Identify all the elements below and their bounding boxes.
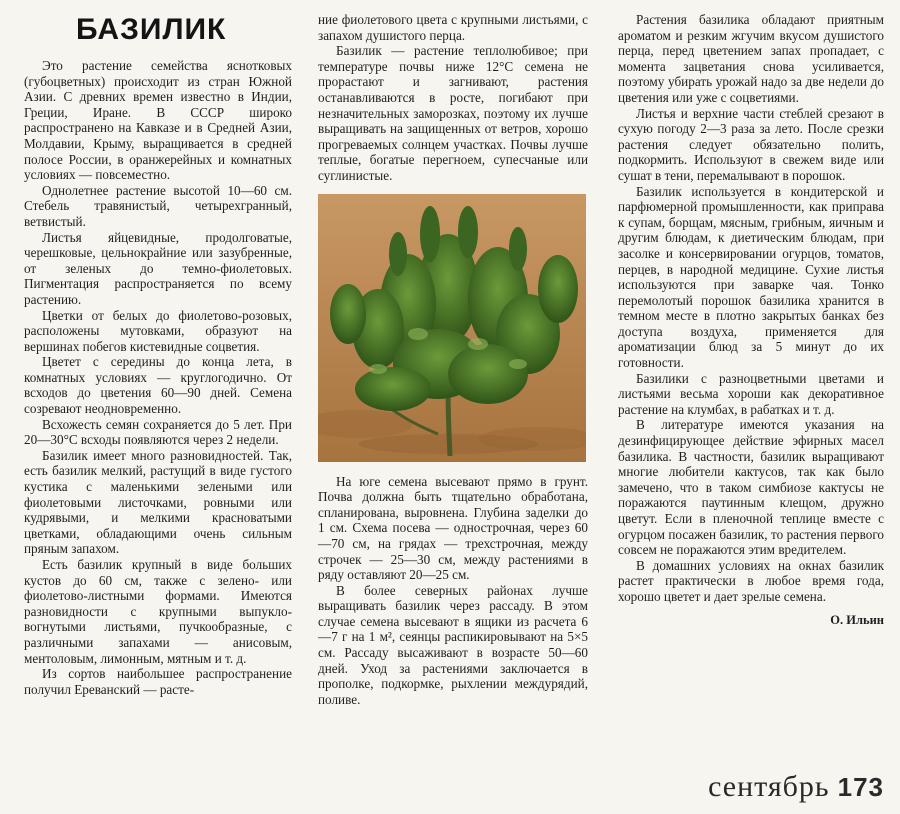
paragraph: Листья и верхние части стеблей срезают в сухую погоду 2—3 раза за лето. После срезки растения следует обязательно полить, подкормить. Используют в свежем виде или сушат в тени, перемалывают в порошок. bbox=[618, 105, 884, 183]
paragraph: Листья яйцевидные, продолговатые, черешковые, цельнокрайние или зазубренные, от зеленых до темно-фиолетовых. Пигментация распространяется по всему растению. bbox=[24, 229, 292, 307]
paragraph: Есть базилик крупный в виде больших кустов до 60 см, также с зелено- или фиолетово-листными формами. Имеются разновидности с крупными выпукло-вогнутыми листьями, пучкообразные, с различными запахами — анисовым, ментоловым, лимонным, мятным и т. д. bbox=[24, 557, 292, 666]
page-number: 173 bbox=[837, 772, 884, 802]
paragraph: Базилик имеет много разновидностей. Так, есть базилик мелкий, растущий в виде густого кустика с маленькими зелеными или фиолетовыми листочками, ровными или кудрявыми, и мелкими красноватыми цветками, обладающими очень сильным пряным запахом. bbox=[24, 447, 292, 557]
paragraph: В домашних условиях на окнах базилик растет практически в любое время года, хорошо цветет и дает зрелые семена. bbox=[618, 557, 884, 604]
column-right bbox=[618, 12, 884, 628]
paragraph: В литературе имеются указания на дезинфицирующее действие эфирных масел базилика. В частности, базилик выращивают многие любители кактусов, так как было замечено, что в таком симбиозе кактусы не поражаются паутинным клещом, дружно цветут. Если в пленочной теплице вместе с огурцом посажен базилик, то растения первого совсем не поражаются этим вредителем. bbox=[618, 417, 884, 558]
paragraph: Растения базилика обладают приятным ароматом и резким жгучим вкусом душистого перца, перед цветением запах пропадает, с момента зацветания снова усиливается, поэтому убирать урожай надо за две недели до цветения или уже с соцветиями. bbox=[618, 12, 884, 105]
paragraph: ние фиолетового цвета с крупными листьями, с запахом душистого перца. bbox=[318, 12, 588, 43]
basil-plant-photo bbox=[318, 194, 586, 462]
paragraph: Это растение семейства яснотковых (губоцветных) происходит из стран Южной Азии. С древних времен известно в Индии, Греции, Иране. В СССР широко распространено на Кавказе и в Средней Азии, Молдавии, Крыму, выращивается в средней полосе России, в оранжерейных и комнатных условиях — повсеместно. bbox=[24, 58, 292, 183]
column-middle bbox=[318, 12, 588, 707]
paragraph: Из сортов наибольшее распространение получил Ереванский — расте- bbox=[24, 666, 292, 697]
footer-month: сентябрь bbox=[708, 770, 830, 803]
paragraph: Базилики с разноцветными цветами и листьями весьма хороши как декоративное растение на клумбах, в рабатках и т. д. bbox=[618, 370, 884, 417]
paragraph: Цветет с середины до конца лета, в комнатных условиях — круглогодично. От всходов до цветения 60—90 дней. Семена созревают неодновременно. bbox=[24, 354, 292, 417]
paragraph: Всхожесть семян сохраняется до 5 лет. При 20—30°С всходы появляются через 2 недели. bbox=[24, 416, 292, 448]
author-signature: О. Ильин bbox=[830, 612, 884, 627]
page-footer bbox=[708, 770, 884, 804]
paragraph: Базилик — растение теплолюбивое; при температуре почвы ниже 12°С семена не прорастают и загнивают, растения останавливаются в росте, погибают при незначительных заморозках, поэтому их лучше выращивать на защищенных от ветров, хорошо прогреваемых солнцем участках. Почвы лучше теплые, богатые перегноем, супесчаные или суглинистые. bbox=[318, 43, 588, 183]
paragraph: В более северных районах лучше выращивать базилик через рассаду. В этом случае семена высевают в ящики из расчета 6—7 г на 1 м², сеянцы распикировывают на 5×5 см. Рассаду высаживают в возрасте 50—60 дней. Уход за растениями заключается в прополке, подкормке, рыхлении междурядий, поливе. bbox=[318, 582, 588, 707]
paragraph: На юге семена высевают прямо в грунт. Почва должна быть тщательно обработана, спланирована, выровнена. Глубина заделки до 1 см. Схема посева — однострочная, через 60—70 см, на грядах — трехстрочная, между строчек — 25—30 см, между растениями в ряду оставляют 20—25 см. bbox=[318, 473, 588, 583]
paragraph: Цветки от белых до фиолетово-розовых, расположены мутовками, образуют на вершинах побегов кистевидные соцветия. bbox=[24, 307, 292, 354]
paragraph: Однолетнее растение высотой 10—60 см. Стебель травянистый, четырехгранный, ветвистый. bbox=[24, 182, 292, 229]
column-left bbox=[24, 12, 292, 697]
article-title: БАЗИЛИК bbox=[76, 13, 227, 46]
paragraph: Базилик используется в кондитерской и парфюмерной промышленности, как приправа к супам, борщам, мясным, грибным, яичным и другим блюдам, к диетическим блюдам, при засолке и консервировании огурцов, томатов, перцев, в народной медицине. Сухие листья используются при заварке чая. Тонко перемолотый порошок базилика хранится в темном месте в плотно закрытых банках без доступа воздуха, применяется для ароматизации блюд за 5 минут до их готовности. bbox=[618, 183, 884, 371]
